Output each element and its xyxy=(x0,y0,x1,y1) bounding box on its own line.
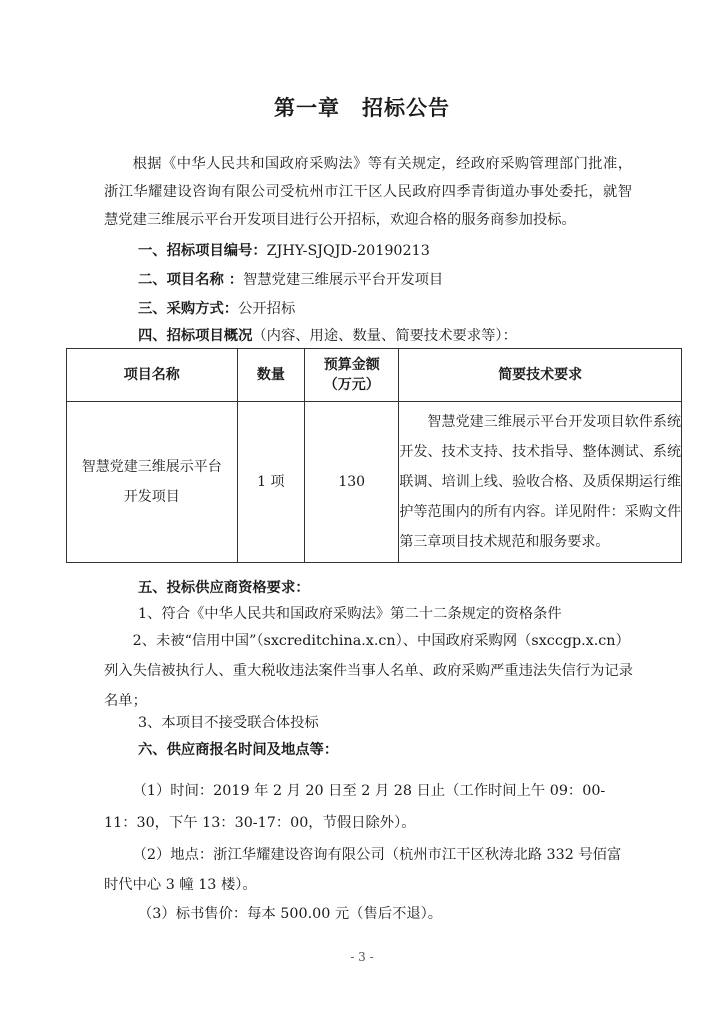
item-project-overview xyxy=(138,326,517,346)
item4-label: 四、招标项目概况 xyxy=(138,328,253,344)
item3-value: 公开招标 xyxy=(238,301,296,317)
section5-req2: 2、未被“信用中国”（sxcreditchina.x.cn）、中国政府采购网（sxccgp.x.cn）列入失信被执行人、重大税收违法案件当事人名单、政府采购严重违法失信行为记录名单； xyxy=(104,633,633,709)
header-budget xyxy=(305,349,399,402)
table-header-row xyxy=(67,349,682,402)
header-tech-requirements: 简要技术要求 xyxy=(399,349,682,402)
item4-value: （内容、用途、数量、简要技术要求等）： xyxy=(252,328,517,344)
section5-req3: 3、本项目不接受联合体投标 xyxy=(138,715,319,731)
header-project-name: 项目名称 xyxy=(67,349,238,402)
item1-label: 一、招标项目编号： xyxy=(138,243,267,259)
page-title: 第一章 招标公告 xyxy=(274,96,450,120)
section5-heading-text: 五、投标供应商资格要求： xyxy=(138,580,310,596)
header-budget-line1: 预算金额 xyxy=(323,357,380,373)
section6-heading-text: 六、供应商报名时间及地点等： xyxy=(138,742,339,758)
cell-budget: 130 xyxy=(305,402,399,563)
item1-value: ZJHY-SJQJD-20190213 xyxy=(266,243,430,259)
table-row xyxy=(67,402,682,563)
section6-time: （1）时间：2019 年 2 月 20 日至 2 月 28 日止（工作时间上午 09：00-11：30，下午 13：30-17：00，节假日除外）。 xyxy=(104,783,606,831)
cell-project-name: 智慧党建三维展示平台开发项目 xyxy=(67,402,238,563)
cell-tech-requirements: 智慧党建三维展示平台开发项目软件系统开发、技术支持、技术指导、整体测试、系统联调、培训上线、验收合格、及质保期运行维护等范围内的所有内容。详见附件：采购文件第三章项目技术规范和服务要求。 xyxy=(399,402,682,563)
item3-label: 三、采购方式： xyxy=(138,301,239,317)
section5-heading xyxy=(138,578,310,598)
section6-place: （2）地点：浙江华耀建设咨询有限公司（杭州市江干区秋涛北路 332 号佰富时代中心 3 幢 13 楼）。 xyxy=(104,847,622,893)
item-procurement-method xyxy=(138,299,295,319)
intro-paragraph: 根据《中华人民共和国政府采购法》等有关规定，经政府采购管理部门批准，浙江华耀建设咨询有限公司受杭州市江干区人民政府四季青街道办事处委托，就智慧党建三维展示平台开发项目进行公开招标，欢迎合格的服务商参加投标。 xyxy=(104,156,632,228)
item2-label: 二、项目名称 ： xyxy=(138,272,244,288)
item2-value: 智慧党建三维展示平台开发项目 xyxy=(243,272,444,288)
project-table xyxy=(66,348,682,563)
cell-quantity: 1 项 xyxy=(237,402,304,563)
section6-price: （3）标书售价：每本 500.00 元（售后不退）。 xyxy=(138,906,443,922)
item-project-number xyxy=(138,241,430,261)
section5-req1: 1、符合《中华人民共和国政府采购法》第二十二条规定的资格条件 xyxy=(138,606,562,622)
header-quantity: 数量 xyxy=(237,349,304,402)
item-project-name xyxy=(138,270,443,290)
section6-heading xyxy=(138,740,338,760)
header-budget-line2: （万元） xyxy=(323,377,380,393)
page-number: - 3 - xyxy=(350,950,374,964)
